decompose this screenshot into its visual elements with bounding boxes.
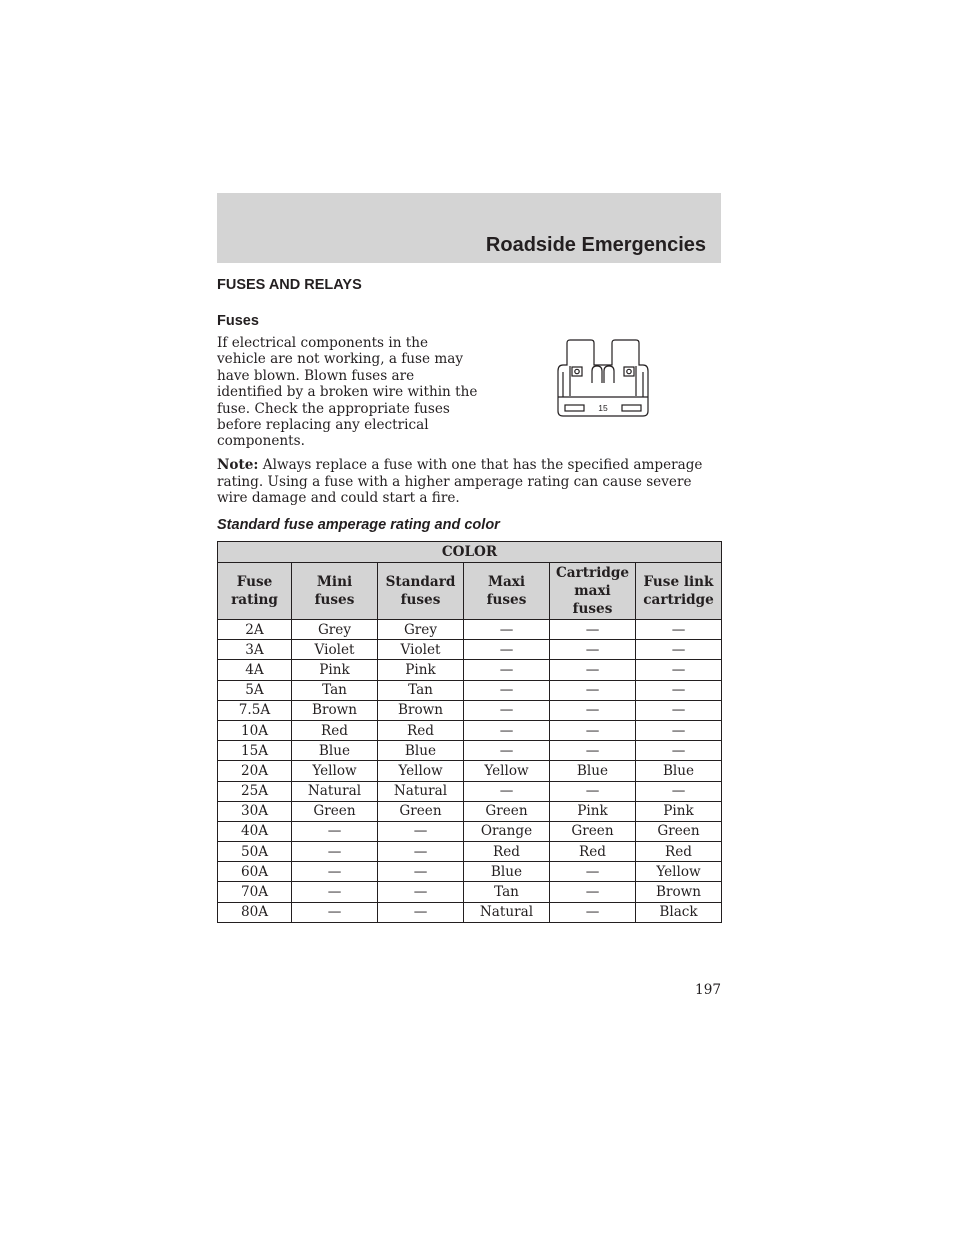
table-cell: — [550, 640, 636, 660]
column-header [636, 563, 722, 620]
color-group-header: COLOR [218, 542, 722, 563]
table-row [218, 761, 722, 781]
table-cell: Blue [292, 741, 378, 761]
table-cell: — [550, 781, 636, 801]
table-cell: Tan [378, 680, 464, 700]
table-cell: — [464, 720, 550, 740]
table-cell: Blue [636, 761, 722, 781]
table-cell: — [550, 680, 636, 700]
table-cell: Green [464, 801, 550, 821]
column-header [378, 563, 464, 620]
column-header-line: fuses [314, 592, 355, 608]
table-cell: — [378, 842, 464, 862]
table-cell: — [464, 620, 550, 640]
column-header-line: Fuse link [643, 574, 714, 590]
table-cell: 15A [218, 741, 292, 761]
table-cell: — [292, 821, 378, 841]
table-cell: Yellow [636, 862, 722, 882]
table-cell: — [464, 660, 550, 680]
table-cell: 25A [218, 781, 292, 801]
table-cell: 2A [218, 620, 292, 640]
table-cell: Pink [378, 660, 464, 680]
table-cell: Pink [550, 801, 636, 821]
blade-fuse-illustration [555, 339, 651, 419]
fuse-rating-label: 15 [598, 403, 608, 413]
intro-paragraph: If electrical components in the vehicle are not working, a fuse may have blown. Blown fuses are identified by a broken wire within the fuse. Check the appropriate fuses before replacing any electrical components. [217, 335, 478, 450]
table-cell: — [636, 700, 722, 720]
table-row [218, 842, 722, 862]
table-cell: 10A [218, 720, 292, 740]
column-header-line: maxi [574, 583, 611, 599]
table-cell: Green [550, 821, 636, 841]
table-cell: Grey [378, 620, 464, 640]
table-cell: 60A [218, 862, 292, 882]
column-header [292, 563, 378, 620]
table-cell: — [636, 620, 722, 640]
table-cell: Black [636, 902, 722, 922]
table-cell: Yellow [378, 761, 464, 781]
table-cell: Brown [636, 882, 722, 902]
sub-heading: Fuses [217, 313, 259, 329]
column-header-line: fuses [572, 601, 613, 617]
table-row [218, 882, 722, 902]
page-number: 197 [695, 982, 721, 998]
table-cell: — [464, 700, 550, 720]
table-cell: Yellow [292, 761, 378, 781]
table-cell: Blue [464, 862, 550, 882]
table-cell: Green [636, 821, 722, 841]
table-cell: — [292, 882, 378, 902]
table-cell: Natural [292, 781, 378, 801]
table-cell: Natural [464, 902, 550, 922]
table-caption: Standard fuse amperage rating and color [217, 517, 500, 533]
table-cell: — [636, 741, 722, 761]
table-cell: Red [464, 842, 550, 862]
note-label: Note: [217, 457, 259, 473]
table-cell: — [292, 842, 378, 862]
table-cell: — [550, 720, 636, 740]
fuse-color-table [217, 541, 722, 923]
table-row [218, 902, 722, 922]
table-row [218, 640, 722, 660]
table-row [218, 720, 722, 740]
table-cell: — [292, 862, 378, 882]
table-cell: 70A [218, 882, 292, 902]
table-cell: 20A [218, 761, 292, 781]
table-cell: Blue [550, 761, 636, 781]
table-cell: 50A [218, 842, 292, 862]
table-cell: Green [292, 801, 378, 821]
table-cell: — [378, 821, 464, 841]
table-cell: Violet [292, 640, 378, 660]
column-header-line: fuses [486, 592, 527, 608]
table-cell: Green [378, 801, 464, 821]
table-cell: — [550, 882, 636, 902]
table-cell: Pink [636, 801, 722, 821]
column-header [218, 563, 292, 620]
column-header-line: fuses [400, 592, 441, 608]
table-cell: Red [378, 720, 464, 740]
column-header-line: Cartridge [555, 565, 630, 581]
table-cell: — [636, 781, 722, 801]
column-header-line: Standard [385, 574, 456, 590]
column-header-line: rating [231, 592, 278, 608]
column-header-line: cartridge [643, 592, 714, 608]
table-cell: 5A [218, 680, 292, 700]
column-header [464, 563, 550, 620]
table-cell: — [550, 862, 636, 882]
table-row [218, 781, 722, 801]
table-cell: 4A [218, 660, 292, 680]
column-header-line: Maxi [487, 574, 526, 590]
header-band [217, 193, 721, 263]
table-cell: Red [636, 842, 722, 862]
table-cell: Brown [292, 700, 378, 720]
table-cell: Natural [378, 781, 464, 801]
table-cell: Tan [464, 882, 550, 902]
table-cell: — [550, 741, 636, 761]
table-cell: — [464, 781, 550, 801]
table-cell: 7.5A [218, 700, 292, 720]
table-cell: — [464, 741, 550, 761]
section-heading: FUSES AND RELAYS [217, 277, 362, 293]
chapter-title: Roadside Emergencies [485, 234, 706, 256]
table-cell: — [636, 680, 722, 700]
table-cell: — [378, 902, 464, 922]
table-cell: — [378, 862, 464, 882]
table-row [218, 801, 722, 821]
table-cell: Violet [378, 640, 464, 660]
table-cell: — [378, 882, 464, 902]
table-cell: 80A [218, 902, 292, 922]
column-header-line: Mini [316, 574, 353, 590]
table-cell: Red [550, 842, 636, 862]
table-cell: — [464, 680, 550, 700]
table-cell: Pink [292, 660, 378, 680]
table-cell: Brown [378, 700, 464, 720]
table-row [218, 620, 722, 640]
table-row [218, 680, 722, 700]
table-cell: Tan [292, 680, 378, 700]
table-cell: 40A [218, 821, 292, 841]
table-cell: 3A [218, 640, 292, 660]
table-cell: — [636, 720, 722, 740]
table-cell: — [550, 902, 636, 922]
table-row [218, 700, 722, 720]
table-row [218, 741, 722, 761]
table-cell: — [464, 640, 550, 660]
column-header [550, 563, 636, 620]
table-cell: — [550, 700, 636, 720]
note-text: Always replace a fuse with one that has the specified amperage rating. Using a fuse with a higher amperage rating can cause severe wire damage and could start a fire. [217, 457, 703, 507]
table-cell: — [636, 660, 722, 680]
column-header-line: Fuse [236, 574, 273, 590]
table-cell: Orange [464, 821, 550, 841]
table-cell: — [550, 660, 636, 680]
table-cell: Blue [378, 741, 464, 761]
table-cell: — [550, 620, 636, 640]
table-cell: 30A [218, 801, 292, 821]
table-row [218, 862, 722, 882]
table-cell: Red [292, 720, 378, 740]
table-row [218, 821, 722, 841]
table-cell: — [636, 640, 722, 660]
note-paragraph [217, 457, 721, 507]
table-cell: — [292, 902, 378, 922]
table-cell: Grey [292, 620, 378, 640]
table-row [218, 660, 722, 680]
table-cell: Yellow [464, 761, 550, 781]
